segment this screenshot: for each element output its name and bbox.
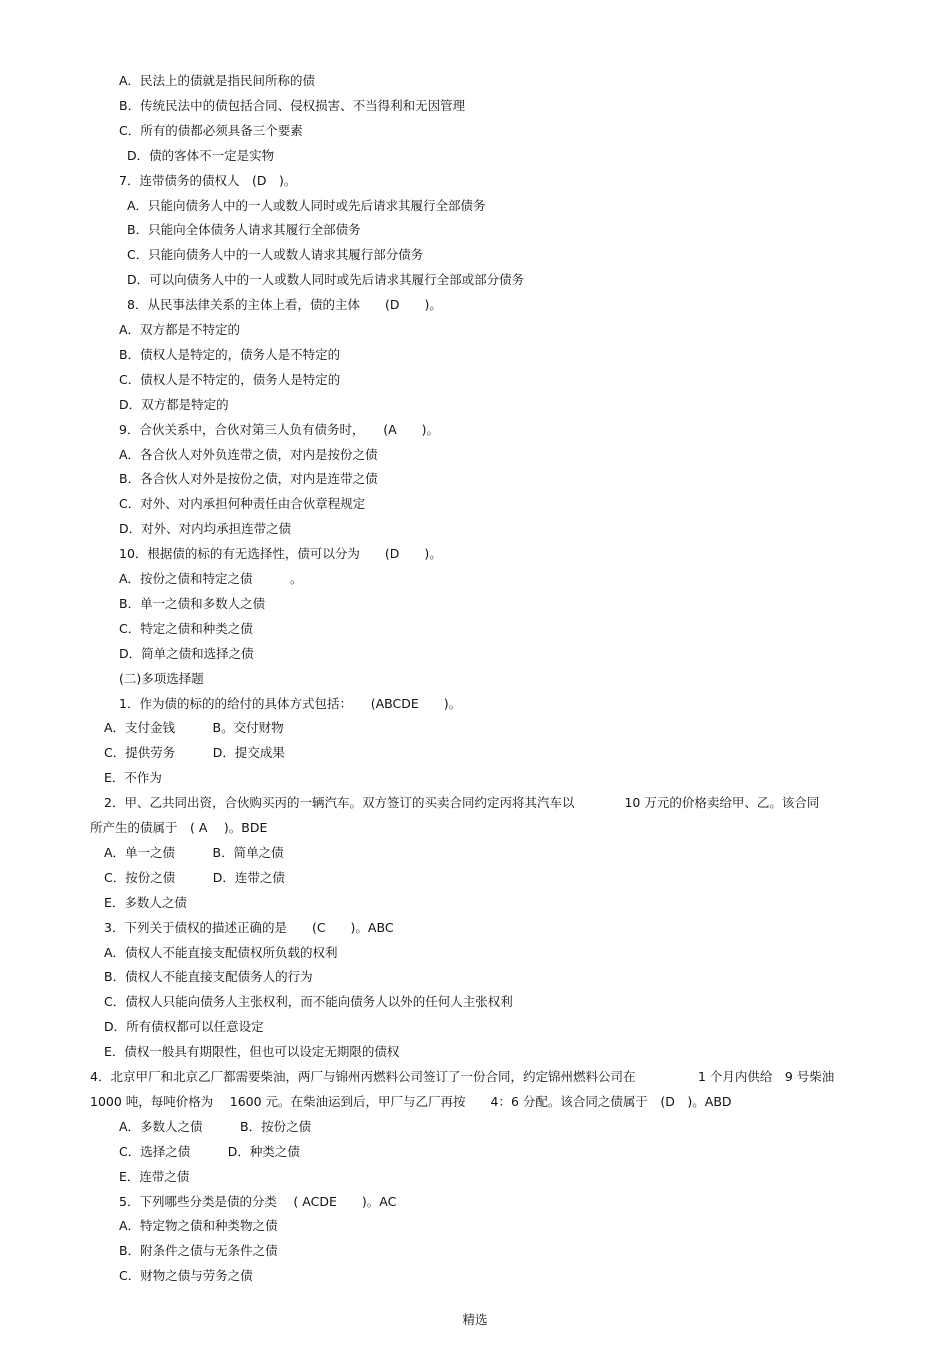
text-line: 3．下列关于债权的描述正确的是 (C )。ABC [104, 919, 394, 935]
text-line: C．按份之债 D．连带之债 [104, 869, 285, 885]
text-line: D．简单之债和选择之债 [119, 645, 254, 661]
text-line: C．债权人是不特定的，债务人是特定的 [119, 371, 341, 387]
text-line: 1．作为债的标的的给付的具体方式包括： (ABCDE )。 [119, 695, 462, 711]
text-line: B．债权人不能直接支配债务人的行为 [104, 969, 313, 985]
text-line: A．各合伙人对外负连带之债，对内是按份之债 [119, 446, 378, 462]
text-line: C．财物之债与劳务之债 [119, 1268, 253, 1284]
text-line: E．债权一般具有期限性，但也可以设定无期限的债权 [104, 1044, 400, 1060]
text-line: A．单一之债 B．简单之债 [104, 844, 284, 860]
text-line: C．债权人只能向债务人主张权利，而不能向债务人以外的任何人主张权利 [104, 994, 513, 1010]
text-line: A．只能向债务人中的一人或数人同时或先后请求其履行全部债务 [127, 197, 486, 213]
text-line: (二)多项选择题 [119, 670, 204, 686]
text-line: 9．合伙关系中，合伙对第三人负有债务时， (A )。 [119, 421, 440, 437]
text-line: 1000 吨，每吨价格为 1600 元。在柴油运到后，甲厂与乙厂再按 4：6 分配。该合同之债属于 (D )。ABD [90, 1093, 732, 1109]
page-footer: 精选 [462, 1312, 488, 1327]
text-line: A．特定物之债和种类物之债 [119, 1218, 278, 1234]
text-line: B．传统民法中的债包括合同、侵权损害、不当得利和无因管理 [119, 97, 466, 113]
text-line: C．对外、对内承担何种责任由合伙章程规定 [119, 496, 366, 512]
text-line: B．债权人是特定的，债务人是不特定的 [119, 346, 341, 362]
text-line: 2．甲、乙共同出资，合伙购买丙的一辆汽车。双方签订的买卖合同约定丙将其汽车以 10 万元的价格卖给甲、乙。该合同 [104, 795, 820, 811]
text-line: 10．根据债的标的有无选择性，债可以分为 (D )。 [119, 546, 442, 562]
text-line: 5．下列哪些分类是债的分类 ( ACDE )。AC [119, 1193, 397, 1209]
text-line: A．按份之债和特定之债 。 [119, 571, 303, 586]
text-line: C．选择之债 D．种类之债 [119, 1143, 300, 1159]
text-line: B．单一之债和多数人之债 [119, 595, 266, 611]
text-line: A．多数人之债 B．按份之债 [119, 1118, 312, 1134]
text-line: D．双方都是特定的 [119, 396, 229, 412]
text-line: C．所有的债都必须具备三个要素 [119, 122, 303, 138]
text-line: 7．连带债务的债权人 (D )。 [119, 172, 297, 188]
text-line: B．只能向全体债务人请求其履行全部债务 [127, 222, 361, 238]
text-line: A．民法上的债就是指民间所称的债 [119, 73, 316, 88]
text-line: D．对外、对内均承担连带之债 [119, 521, 292, 537]
text-line: E．多数人之债 [104, 894, 187, 910]
text-line: D．可以向债务人中的一人或数人同时或先后请求其履行全部或部分债务 [127, 272, 525, 288]
text-line: B．附条件之债与无条件之债 [119, 1243, 278, 1259]
text-line: E．不作为 [104, 770, 162, 786]
text-line: A．双方都是不特定的 [119, 322, 241, 337]
text-line: 8．从民事法律关系的主体上看，债的主体 (D )。 [127, 297, 442, 313]
text-line: A．支付金钱 B。交付财物 [104, 720, 284, 736]
text-line: D．所有债权都可以任意设定 [104, 1019, 264, 1035]
text-line: 4．北京甲厂和北京乙厂都需要柴油，两厂与锦州丙燃料公司签订了一份合同，约定锦州燃料公司在 1 个月内供给 9 号柴油 [90, 1069, 835, 1084]
text-line: A．债权人不能直接支配债权所负载的权利 [104, 944, 338, 960]
text-line: C．提供劳务 D．提交成果 [104, 745, 285, 761]
text-line: 所产生的债属于 ( A )。BDE [90, 820, 268, 835]
text-line: B．各合伙人对外是按份之债，对内是连带之债 [119, 471, 378, 487]
text-line: E．连带之债 [119, 1168, 190, 1184]
text-line: C．只能向债务人中的一人或数人请求其履行部分债务 [127, 247, 424, 263]
text-line: C．特定之债和种类之债 [119, 620, 253, 636]
text-line: D．债的客体不一定是实物 [127, 147, 275, 163]
